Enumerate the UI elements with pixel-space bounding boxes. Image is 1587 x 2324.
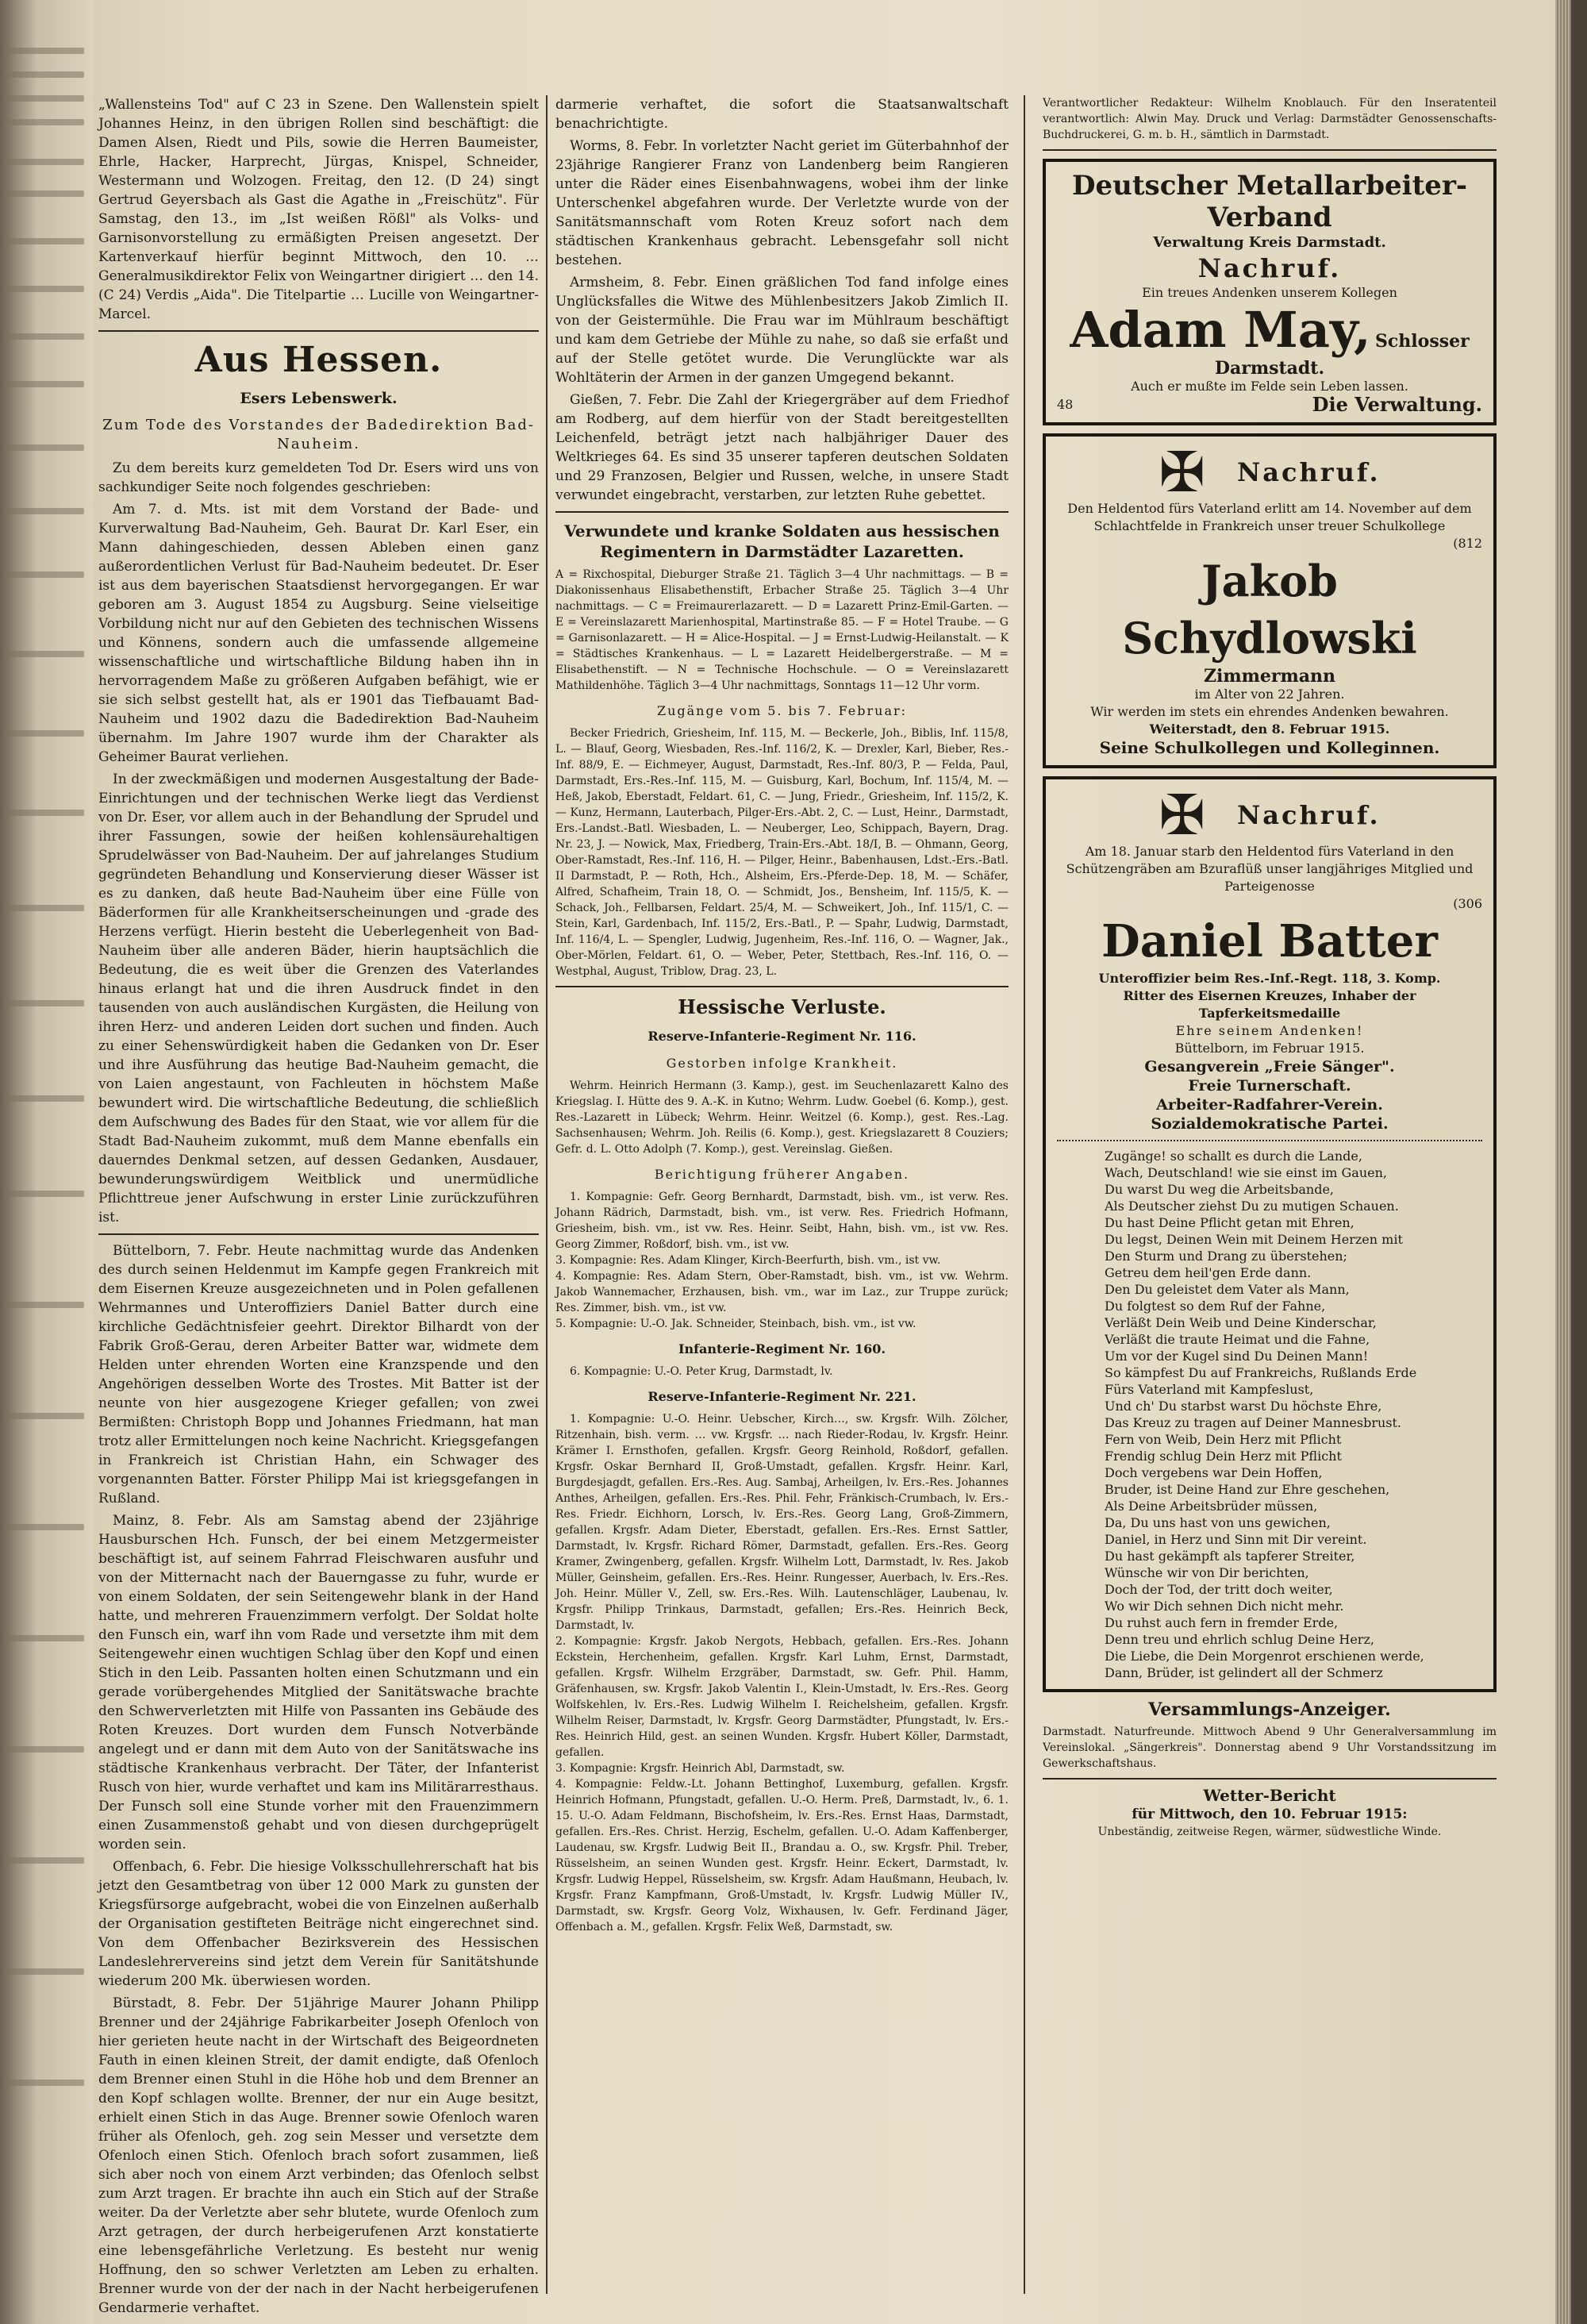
signature: Seine Schulkollegen und Kolleginnen. bbox=[1099, 738, 1440, 757]
newspaper-page bbox=[94, 0, 1571, 2324]
paragraph: darmerie verhaftet, die sofort die Staatsanwaltschaft benachrichtigte. bbox=[555, 97, 1009, 132]
news-item: Bürstadt, 8. Febr. Der 51jährige Maurer Johann Philipp Brenner und der 24jährige Fabrikarbeiter Joseph Ofenloch von hier gerieten heute nacht in der Wirtschaft des Beigeordneten Fauth in einen kleinen Streit, der damit endigte, daß Ofenloch dem Brenner einen Stuhl in die Höhe hob und dem Brenner an den Kopf schlagen wollte. Brenner, der nur ein Auge besitzt, erhielt einen Stich in das Auge. Brenner sowie Ofenloch waren früher als Ofenloch, geh. zog sein Messer und versetzte dem Ofenloch einen Stich. Ofenloch brach sofort zusammen, ließ sich aber noch von einem Arzt verbinden; das Ofenloch selbst zum Arzt tragen. Er brachte ihn auch ein Stich auf der Straße weiter. Da der Verletzte aber sehr blutete, wurde Ofenloch zum Arzt getragen, der durch herbeigerufenen Arzt konstatierte eine lebensgefährliche Verletzung. Es besteht nur wenig Hoffnung, den so schwer Verletzten am Leben zu erhalten. Brenner wurde von der der nach in der Nacht herbeigerufenen Gendarmerie verhaftet. bbox=[98, 1995, 539, 2316]
news-item: Worms, 8. Febr. In vorletzter Nacht geriet im Güterbahnhof der 23jährige Rangierer Franz von Landenberg beim Rangieren unter die Räder eines Eisenbahnwagens, wobei ihm der linke Unterschenkel abgefahren wurde. Der Verletzte wurde von der Sanitätsmannschaft vom Roten Kreuz sofort nach dem städtischen Krankenhaus gebracht. Lebensgefahr soll nicht bestehen. bbox=[555, 138, 1009, 268]
lazarett-legend: A = Rixchospital, Dieburger Straße 21. Täglich 3—4 Uhr nachmittags. — B = Diakonissenhaus Elisabethenstift, Erbacher Straße 25. Täglich 3—4 Uhr nachmittags. — C = Freimaurerlazarett. — D = Lazarett Prinz-Emil-Garten. — E = Vereinslazarett Marienhospital, Martinstraße 85. — F = Hotel Traube. — G = Garnisonlazarett. — H = Alice-Hospital. — J = Ernst-Ludwig-Heilanstalt. — K = Städtisches Krankenhaus. — L = Lazarett Heidelbergerstraße. — M = Elisabethenstift. — N = Technische Hochschule. — O = Vereinslazarett Mathildenhöhe. Täglich 3—4 Uhr nachmittags, Sonntags 11—12 Uhr vorm. bbox=[555, 568, 1009, 692]
admissions-title: Zugänge vom 5. bis 7. Februar: bbox=[656, 703, 908, 718]
obituary-text: Den Heldentod fürs Vaterland erlitt am 14. November auf dem Schlachtfelde in Frankreich unser treuer Schulkollege bbox=[1067, 501, 1472, 533]
memory-line: Ehre seinem Andenken! bbox=[1175, 1023, 1364, 1038]
deceased-job: Zimmermann bbox=[1203, 666, 1336, 687]
subheading: Gestorben infolge Krankheit. bbox=[666, 1056, 898, 1071]
ad-number: 48 bbox=[1057, 397, 1074, 412]
divider bbox=[1057, 1140, 1482, 1141]
deceased-name: Adam May, bbox=[1070, 301, 1371, 359]
deceased-honors: Ritter des Eisernen Kreuzes, Inhaber der Tapferkeitsmedaille bbox=[1123, 988, 1416, 1021]
iron-cross-icon: ✠ bbox=[1159, 783, 1206, 848]
ad-number: (306 bbox=[1453, 896, 1482, 911]
loss-list: Wehrm. Heinrich Hermann (3. Kamp.), gest. im Seuchenlazarett Kalno des Kriegslag. I. Hütte des 9. A.-K. in Kutno; Wehrm. Ludw. Goebel (6. Komp.), gest. Res.-Lazarett in Lübeck; Wehrm. Heinr. Weitzel (6. Komp.), gest. Res.-Lag. Sachsenhausen; Wehrm. Joh. Reilis (6. Komp.), gest. Kriegslazarett 8 Couziers; Gefr. d. L. Otto Adolph (7. Komp.), gest. Vereinslag. Gießen. bbox=[555, 1079, 1009, 1156]
loss-list: 6. Kompagnie: U.-O. Peter Krug, Darmstadt, lv. bbox=[570, 1365, 833, 1378]
divider bbox=[555, 986, 1009, 987]
obituary-ad-may bbox=[1043, 159, 1497, 425]
loss-list: 1. Kompagnie: U.-O. Heinr. Uebscher, Kirch…, sw. Krgsfr. Wilh. Zölcher, Ritzenhain, bish. verm. … vw. Krgsfr. … nach Rieder-Rodau, lv. Krgsfr. Heinr. Krämer I. Ernsthofen, gefallen. Krgsfr. Georg Reinhold, Roßdorf, gefallen. Krgsfr. Oskar Bernhard II, Groß-Umstadt, gefallen. Krgsfr. Heinr. Karl, Burgdesjagdt, gefallen. Ers.-Res. Aug. Sambaj, Arheilgen, lv. Ers.-Res. Johannes Anthes, Arheilgen, gefallen. Ers.-Res. Phil. Fehr, Fränkisch-Crumbach, lv. Ers.-Res. Friedr. Eichhorn, Lorsch, lv. Ers.-Res. Georg Lang, Groß-Zimmern, gefallen. Krgsfr. Adam Dieter, Eberstadt, gefallen. Ers.-Res. Ernst Sattler, Darmstadt, lv. Krgsfr. Richard Römer, Darmstadt, gefallen. Ers.-Res. Georg Kramer, Zwingenberg, gefallen. Krgsfr. Wilhelm Lott, Darmstadt, lv. Res. Jakob Müller, Geinsheim, gefallen. Ers.-Res. Heinr. Rungesser, Auerbach, lv. Ers.-Res. Joh. Heinr. Müller V., Zell, sw. Ers.-Res. Wilh. Lautenschläger, Laubenau, lv. Krgsfr. Philipp Trinkaus, Darmstadt, gefallen; Ers.-Res. Heinrich Beck, Darmstadt, lv. 2. Kompagnie: Krgsfr. Jakob Nergots, Hebbach, gefallen. Ers.-Res. Johann Eckstein, Herchenheim, gefallen. Krgsfr. Karl Luhm, Ernst, Darmstadt, gefallen. Krgsfr. Wilhelm Erzgräber, Darmstadt, sw. Gefr. Phil. Hamm, Gräfenhausen, sw. Krgsfr. Jakob Valentin I., Klein-Umstadt, lv. Ers.-Res. Georg Wolfskehlen, lv. Ers.-Res. Ludwig Wilhelm I. Reichelsheim, gefallen. Krgsfr. Wilhelm Reiser, Darmstadt, lv. Krgsfr. Georg Darmstädter, Pfungstadt, lv. Ers.-Res. Heinrich Hild, gest. an seinen Wunden. Krgsfr. Hubert Köller, Darmstadt, gefallen. 3. Kompagnie: Krgsfr. Heinrich Abl, Darmstadt, sw. 4. Kompagnie: Feldw.-Lt. Johann Bettinghof, Luxemburg, gefallen. Krgsfr. Heinrich Hofmann, Pfungstadt, gefallen. U.-O. Herm. Preß, Darmstadt, lv., 6. 1. 15. U.-O. Adam Feldmann, Bischofsheim, lv. Ers.-Res. Ernst Haas, Darmstadt, gefallen. Ers.-Res. Christ. Herzig, Eschelm, gefallen. U.-O. Adam Kaffenberger, Laudenau, sw. Krgsfr. Ludwig Beit II., Brandau a. O., sw. Krgsfr. Phil. Treber, Rüsselsheim, an seinen Wunden gest. Krgsfr. Heinr. Eckert, Darmstadt, lv. Krgsfr. Ludwig Heppel, Rüsselsheim, sw. Krgsfr. Adam Haußmann, Heubach, lv. Krgsfr. Franz Kampfmann, Groß-Umstadt, lv. Krgsfr. Ludwig Müller IV., Darmstadt, sw. Krgsfr. Georg Volz, Wixhausen, lv. Gefr. Ferdinand Jäger, Offenbach a. M., gefallen. Krgsfr. Felix Weß, Darmstadt, sw. bbox=[555, 1413, 1009, 1933]
org-signature: Sozialdemokratische Partei. bbox=[1151, 1115, 1389, 1133]
meetings-title: Versammlungs-Anzeiger. bbox=[1148, 1699, 1391, 1720]
news-item: Büttelborn, 7. Febr. Heute nachmittag wurde das Andenken des durch seinen Heldenmut im Kampfe gegen Frankreich mit dem Eisernen Kreuze ausgezeichneten und in Polen gefallenen Wehrmannes und Unteroffiziers Daniel Batter durch eine kirchliche Gedächtnisfeier geehrt. Direktor Bilhardt von der Fabrik Groß-Gerau, deren Arbeiter Batter war, widmete dem Helden unter ehrenden Worten eine Kranzspende und den Angehörigen desselben Worte des Trostes. Mit Batter ist der neunte von hier ausgezogene Krieger gefallen; von zwei Bermißten: Christoph Bopp und Johannes Friedmann, hat man trotz aller Ermittelungen noch keine Nachricht. Kriegsgefangen in Frankreich ist Christian Hahn, ein Schwager des vorgenannten Batter. Förster Philipp Mai ist kriegsgefangen in Rußland. bbox=[98, 1243, 539, 1506]
article-lead: Zum Tode des Vorstandes der Badedirektion Bad-Nauheim. bbox=[102, 417, 535, 452]
losses-title: Hessische Verluste. bbox=[678, 995, 886, 1018]
deceased-rank: Unteroffizier beim Res.-Inf.-Regt. 118, 3. Komp. bbox=[1098, 971, 1441, 986]
obituary-text: Am 18. Januar starb den Heldentod fürs Vaterland in den Schützengräben am Bzuraflüß unser langjähriges Mitglied und Parteigenosse bbox=[1066, 844, 1474, 894]
deceased-job: Schlosser bbox=[1375, 331, 1470, 352]
weather-text: Unbeständig, zeitweise Regen, wärmer, südwestliche Winde. bbox=[1097, 1826, 1442, 1838]
divider bbox=[555, 511, 1009, 513]
lazarett-heading: Verwundete und kranke Soldaten aus hessischen Regimentern in Darmstädter Lazaretten. bbox=[564, 521, 1000, 561]
obituary-date: Weiterstadt, den 8. Februar 1915. bbox=[1149, 721, 1390, 737]
column-1 bbox=[98, 95, 539, 2316]
section-title: Aus Hessen. bbox=[194, 340, 443, 380]
column-rule bbox=[1024, 95, 1025, 2294]
divider bbox=[1043, 1778, 1497, 1780]
column-rule bbox=[546, 95, 548, 2294]
weather-title: Wetter-Bericht bbox=[1203, 1786, 1336, 1805]
regiment-heading: Reserve-Infanterie-Regiment Nr. 116. bbox=[647, 1029, 916, 1044]
paragraph: Zu dem bereits kurz gemeldeten Tod Dr. Esers wird uns von sachkundiger Seite noch folgendes geschrieben: bbox=[98, 460, 539, 495]
ad-number: (812 bbox=[1453, 536, 1482, 551]
regiment-heading: Reserve-Infanterie-Regiment Nr. 221. bbox=[647, 1389, 916, 1404]
obituary-date: Büttelborn, im Februar 1915. bbox=[1174, 1041, 1365, 1056]
signature: Die Verwaltung. bbox=[1312, 393, 1482, 416]
divider bbox=[98, 1233, 539, 1235]
theater-notice: „Wallensteins Tod" auf C 23 in Szene. Den Wallenstein spielt Johannes Heinz, in den übrigen Rollen sind beschäftigt: die Damen Alsen, Riedt und Pils, sowie die Herren Baumeister, Ehrle, Hacker, Harprecht, Jürgas, Knispel, Schneider, Westermann und Wolzogen. Freitag, den 12. (D 24) singt Gertrud Geyersbach als Gast die Agathe in „Freischütz". Für Samstag, den 13., im „Ist weißen Rößl" als Volks- und Garnisonvorstellung zu ermäßigten Preisen angesetzt. Der Kartenverkauf hierfür beginnt Mittwoch, den 10. … Generalmusikdirektor Felix von Weingartner dirigiert … den 14. (C 24) Verdis „Aida". Die Titelpartie … Lucille von Weingartner-Marcel. bbox=[98, 97, 539, 322]
admissions-list: Becker Friedrich, Griesheim, Inf. 115, M. — Beckerle, Joh., Biblis, Inf. 115/8, L. — Blauf, Georg, Wiesbaden, Res.-Inf. 116/2, K. — Drexler, Karl, Bieber, Res.-Inf. 88/9, E. — Eichmeyer, August, Darmstadt, Res.-Inf. 80/3, P. — Felda, Paul, Darmstadt, Ers.-Res.-Inf. 115, M. — Guisburg, Karl, Bochum, Inf. 115/4, M. — Heß, Jakob, Eberstadt, Feldart. 61, C. — Jung, Friedr., Griesheim, Inf. 115/2, K. — Kunz, Hermann, Lauterbach, Pilger-Ers.-Abt. 2, C. — Lust, Heinr., Darmstadt, Ers.-Landst.-Batl. Wiesbaden, L. — Neuberger, Leo, Schippach, Bayern, Drag. Nr. 23, J. — Nowick, Max, Friedberg, Train-Ers.-Abt. 18/I, B. — Ohmann, Georg, Ober-Ramstadt, Res.-Inf. 116, H. — Pilger, Heinr., Babenhausen, Ldst.-Ers.-Batl. II Darmstadt, P. — Roth, Hch., Alsheim, Ers.-Pferde-Dep. 18, M. — Schäfer, Alfred, Schafheim, Train 18, O. — Schmidt, Jos., Bensheim, Inf. 115/5, K. — Schack, Joh., Fellbarsen, Feldart. 25/4, M. — Schweikert, Joh., Inf. 115/1, C. — Stein, Karl, Gardenbach, Inf. 115/2, Ers.-Batl., P. — Spahr, Ludwig, Darmstadt, Inf. 116/4, L. — Spengler, Ludwig, Jugenheim, Res.-Inf. 116, O. — Wagner, Jak., Ober-Mörlen, Feldart. 61, O. — Weber, Peter, Stettbach, Res.-Inf. 116, O. — Westphal, August, Triblow, Drag. 23, L. bbox=[555, 727, 1009, 978]
imprint: Verantwortlicher Redakteur: Wilhelm Knoblauch. Für den Inseratenteil verantwortlich: Alwin May. Druck und Verlag: Darmstädter Genossenschafts-Buchdruckerei, G. m. b. H., sämtlich in Darmstadt. bbox=[1043, 97, 1497, 141]
meetings-text: Darmstadt. Naturfreunde. Mittwoch Abend 9 Uhr Generalversammlung im Vereinslokal. „Sängerkreis". Donnerstag abend 9 Uhr Vorstandssitzung im Gewerkschaftshaus. bbox=[1043, 1726, 1497, 1770]
deceased-name: Jakob Schydlowski bbox=[1122, 556, 1417, 664]
nachruf-title: Nachruf. bbox=[1237, 457, 1381, 487]
deceased-place: Darmstadt. bbox=[1214, 358, 1325, 379]
regiment-heading: Infanterie-Regiment Nr. 160. bbox=[678, 1341, 886, 1356]
subheading: Berichtigung früherer Angaben. bbox=[654, 1167, 910, 1182]
news-item: Armsheim, 8. Febr. Einen gräßlichen Tod fand infolge eines Unglücksfalles die Witwe des Mühlenbesitzers Jakob Zimlich II. von der Geistermühle. Die Frau war im Mühlraum beschäftigt und kam dem Getriebe der Mühle zu nahe, so daß sie erfaßt und auf der Stelle getötet wurde. Die Verunglückte war als Wohltäterin der Armen in der ganzen Umgegend bekannt. bbox=[555, 275, 1009, 386]
divider bbox=[1043, 149, 1497, 151]
divider bbox=[98, 330, 539, 332]
paragraph: Am 7. d. Mts. ist mit dem Vorstand der Bade- und Kurverwaltung Bad-Nauheim, Geh. Baurat Dr. Karl Eser, ein Mann dahingeschieden, dessen Ableben einen ganz außerordentlichen Verlust für Bad-Nauheim bedeutet. Dr. Eser ist aus dem bayerischen Staatsdienst hervorgegangen. Er war geboren am 3. August 1854 zu Augsburg. Seine vielseitige Vorbildung nicht nur auf den Gebieten des technischen Wissens und Könnens, sondern auch die umfassende allgemeine wissenschaftliche und wirtschaftliche Bildung haben ihn in hervorragendem Maße zu größeren Aufgaben befähigt, wie er sie sich selbst gestellt hat, als er 1901 das Tiefbauamt Bad-Nauheim und 1902 dazu die Badedirektion Bad-Nauheim übernahm. Im Jahre 1907 wurde ihm der Charakter als Geheimer Baurat verliehen. bbox=[98, 502, 539, 765]
obituary-text: Auch er mußte im Felde sein Leben lassen. bbox=[1131, 379, 1408, 394]
column-2 bbox=[555, 95, 1009, 2302]
obituary-ad-schydlowski bbox=[1043, 433, 1497, 768]
page-stack-edge bbox=[1555, 0, 1571, 2324]
org-signature: Arbeiter-Radfahrer-Verein. bbox=[1156, 1096, 1383, 1114]
news-item: Offenbach, 6. Febr. Die hiesige Volksschullehrerschaft hat bis jetzt den Gesamtbetrag von über 12 000 Mark zu gunsten der Kriegsfürsorge aufgebracht, wobei die von Einzelnen außerhalb der Organisation gestifteten Beiträge nicht eingerechnet sind. Von dem Offenbacher Bezirksverein des Hessischen Landeslehrervereins sind jetzt dem Verein für Sanitätshunde wiederum 200 Mk. überwiesen worden. bbox=[98, 1859, 539, 1989]
nachruf-title: Nachruf. bbox=[1237, 800, 1381, 830]
previous-page-edge bbox=[0, 0, 94, 2324]
column-3 bbox=[1043, 95, 1497, 2302]
article-title: Esers Lebenswerk. bbox=[240, 390, 398, 407]
loss-list: 1. Kompagnie: Gefr. Georg Bernhardt, Darmstadt, bish. vm., ist verw. Res. Johann Rädrich, Darmstadt, bish. vm., ist verw. Res. Friedrich Hofmann, Griesheim, bish. vm., ist vw. Res. Heinr. Seibt, Hahn, bish. vm., ist vw. Res. Georg Zimmer, Roßdorf, bish. vm., ist vw. 3. Kompagnie: Res. Adam Klinger, Kirch-Beerfurth, bish. vm., ist vw. 4. Kompagnie: Res. Adam Stern, Ober-Ramstadt, bish. vm., ist vw. Wehrm. Jakob Wannemacher, Erzhausen, bish. vm., war im Laz., zur Truppe zurück; Res. Zimmer, bish. vm., ist vw. 5. Kompagnie: U.-O. Jak. Schneider, Steinbach, bish. vm., ist vw. bbox=[555, 1191, 1009, 1330]
weather-date: für Mittwoch, den 10. Februar 1915: bbox=[1132, 1806, 1408, 1822]
iron-cross-icon: ✠ bbox=[1159, 440, 1206, 505]
nachruf-title: Nachruf. bbox=[1197, 253, 1342, 283]
news-item: Gießen, 7. Febr. Die Zahl der Kriegergräber auf dem Friedhof am Rodberg, auf dem hierfür von der Stadt bereitgestellten Leichenfeld, beträgt jetzt nach halbjähriger Dauer des Weltkrieges 64. Es sind 35 unserer tapferen deutschen Soldaten und 29 Franzosen, Belgier und Russen, welche, in unsere Stadt verwundet eingebracht, verstarben, zur letzten Ruhe gebettet. bbox=[555, 392, 1009, 503]
obituary-text: Wir werden im stets ein ehrendes Andenken bewahren. bbox=[1090, 704, 1449, 719]
deceased-name: Daniel Batter bbox=[1101, 915, 1438, 968]
org-signature: Gesangverein „Freie Sänger". bbox=[1144, 1058, 1395, 1075]
obituary-ad-batter bbox=[1043, 776, 1497, 1692]
obituary-intro: Ein treues Andenken unserem Kollegen bbox=[1142, 285, 1397, 300]
deceased-age: im Alter von 22 Jahren. bbox=[1194, 687, 1345, 702]
memorial-poem: Zugänge! so schallt es durch die Lande, Wach, Deutschland! wie sie einst im Gauen, Du warst Du weg die Arbeitsbande, Als Deutscher ziehst Du zu mutigen Schauen. Du hast Deine Pflicht getan mit Ehren, Du legst, Deinen Wein mit Deinem Herzen mit Den Sturm und Drang zu überstehen; Getreu dem heil'gen Erde dann. Den Du geleistet dem Vater als Mann, Du folgtest so dem Ruf der Fahne, Verläßt Dein Weib und Deine Kinderschar, Verläßt die traute Heimat und die Fahne, Um vor der Kugel sind Du Deinen Mann! So kämpfest Du auf Frankreichs, Rußlands Erde Fürs Vaterland mit Kampfeslust, Und ch' Du starbst warst Du höchste Ehre, Das Kreuz zu tragen auf Deiner Mannesbrust. Fern von Weib, Dein Herz mit Pflicht Frendig schlug Dein Herz mit Pflicht Doch vergebens war Dein Hoffen, Bruder, ist Deine Hand zur Ehre geschehen, Als Deine Arbeitsbrüder müssen, Da, Du uns hast von uns gewichen, Daniel, in Herz und Sinn mit Dir vereint. Du hast gekämpft als tapferer Streiter, Wünsche wir von Dir berichten, Doch der Tod, der tritt doch weiter, Wo wir Dich sehnen Dich nicht mehr. Du ruhst auch fern in fremder Erde, Denn treu und ehrlich schlug Deine Herz, Die Liebe, die Dein Morgenrot erschienen werde, Dann, Brüder, ist gelindert all der Schmerz bbox=[1105, 1149, 1424, 1680]
news-item: Mainz, 8. Febr. Als am Samstag abend der 23jährige Hausburschen Hch. Funsch, der bei einem Metzgermeister beschäftigt ist, auf seinem Fahrrad Fleischwaren ausfuhr und von der Mitternacht nach der Bauerngasse zu fuhr, wurde er von einem Soldaten, der sein Seitengewehr blank in der Hand hatte, und mehreren Frauenzimmern verfolgt. Der Soldat holte den Funsch ein, warf ihn vom Rade und versetzte ihm mit dem Seitengewehr einen wuchtigen Schlag über den Kopf und einen Stich in den Leib. Passanten holten einen Schutzmann und ein gerade vorübergehendes Mitglied der Sanitätswache brachte den Schwerverletzten mit Hilfe von Passanten ins Gebäude des Roten Kreuzes. Dort wurden dem Funsch Notverbände angelegt und er dann mit dem Auto von der Sanitätswache ins städtische Krankenhaus verbracht. Der Täter, der Infanterist Rusch von hier, wurde verhaftet und kam ins Militärarresthaus. Der Funsch soll eine Stunde vorher mit den Frauenzimmern einen Zusammenstoß gehabt und von diesen durchgeprügelt worden sein. bbox=[98, 1513, 539, 1853]
paragraph: In der zweckmäßigen und modernen Ausgestaltung der Bade-Einrichtungen und der technischen Werke liegt das Verdienst von Dr. Eser, vor allem auch in der Behandlung der Sprudel und ihrer Fassungen, sowie der heißen kohlensäurehaltigen Sprudelwässer von Bad-Nauheim. Der auf jahrelanges Studium gegründeten Behandlung und Konservierung dieser Wässer ist es zu danken, daß heute Bad-Nauheim über eine Fülle von Bäderformen für alle Krankheitserscheinungen und -grade des Herzens verfügt. Hierin besteht die Ueberlegenheit von Bad-Nauheim über alle anderen Bäder, hierin hauptsächlich die Bedeutung, die es weit über die Grenzen des Vaterlandes hinaus erlangt hat und die ihren Ausdruck findet in den tausenden von auch ausländischen Kurgästen, die Heilung von ihren Herz- und anderen Leiden dort suchen und finden. Auch zu einer Sehenswürdigkeit haben die Gedanken von Dr. Eser und ihre Ausführung das heutige Bad-Nauheim gemacht, die von Laien angestaunt, von Fachleuten in höchstem Maße bewundert wird. Die wirtschaftliche Bedeutung, die schließlich dem Aufschwung des Bades für den Staat, wie vor allem für die Stadt Bad-Nauheim zukommt, muß dem Manne ebenfalls ein dauerndes Denkmal setzen, auf dessen Gedanken, Ausdauer, bewunderungswürdigem Weitblick und unermüdliche Pflichttreue jener Aufschwung in erster Linie zurückzuführen ist. bbox=[98, 771, 539, 1225]
union-branch: Verwaltung Kreis Darmstadt. bbox=[1153, 234, 1386, 251]
org-signature: Freie Turnerschaft. bbox=[1188, 1077, 1351, 1095]
union-name: Deutscher Metallarbeiter-Verband bbox=[1072, 170, 1467, 233]
